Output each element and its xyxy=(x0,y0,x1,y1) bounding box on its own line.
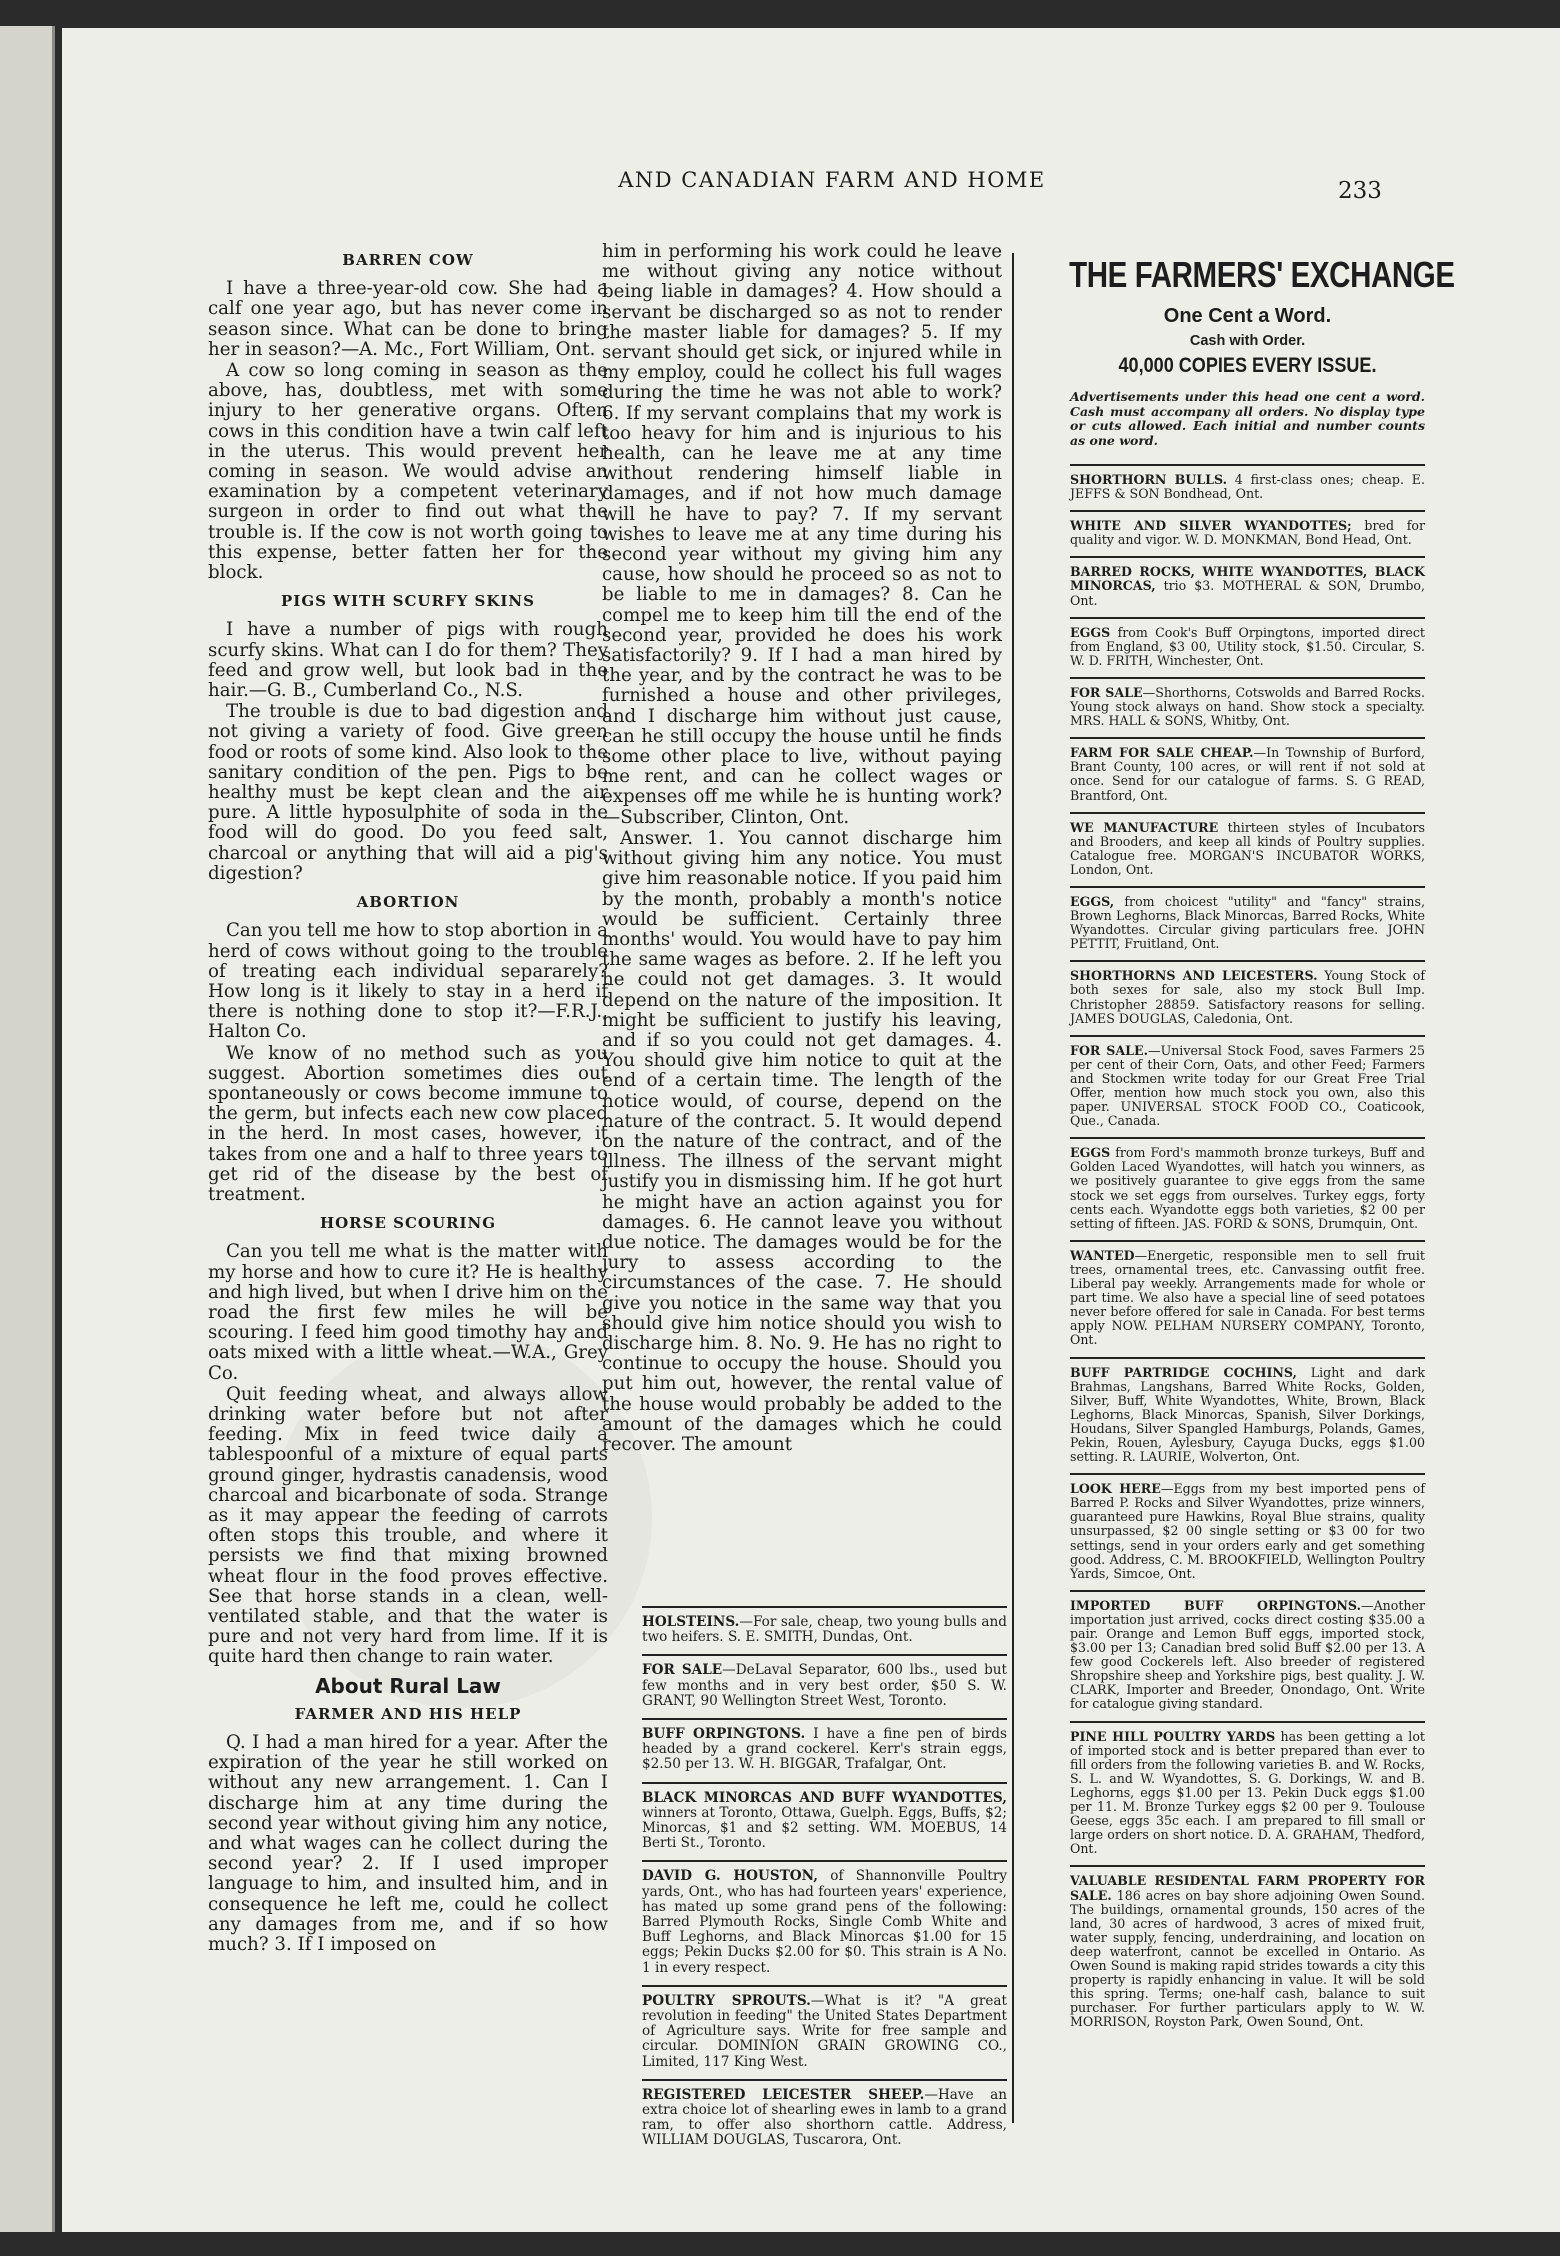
farmers-exchange-title: THE FARMERS' EXCHANGE xyxy=(1069,254,1455,295)
abortion-answer: We know of no method such as you suggest. Abortion sometimes dies out spontaneously or cows become immune to the germ, but infects each new cow placed in the herd. In most cases, however, it takes from one and a half to three years to get rid of the disease by the best of treatment. xyxy=(208,1042,608,1205)
exchange-ad: LOOK HERE—Eggs from my best imported pens of Barred P. Rocks and Silver Wyandottes, prize winners, guaranteed pure Hawkins, Royal Blue strains, quality unsurpassed, $2 00 single setting or $3 00 for two settings, send in your orders early and get something good. Address, C. M. BROOKFIELD, Wellington Poultry Yards, Simcoe, Ont. xyxy=(1070,1473,1425,1590)
horse-heading: HORSE SCOURING xyxy=(319,1214,497,1233)
horse-question: Can you tell me what is the matter with my horse and how to cure it? He is healthy and high lived, but when I drive him on the road the first few miles he will be scouring. I feed him good timothy hay and oats mixed with a little wheat.—W.A., Grey Co. xyxy=(208,1241,608,1384)
pigs-question: I have a number of pigs with rough scurfy skins. What can I do for them? They feed and grow well, but look bad in the hair.—G. B., Cumberland Co., N.S. xyxy=(208,619,608,702)
exchange-ad: WANTED—Energetic, responsible men to sell fruit trees, ornamental trees, etc. Canvassing outfit free. Liberal pay weekly. Arrangements made for whole or part time. We also have a special line of seed potatoes never before offered for sale in Canada. For best terms apply NOW. PELHAM NURSERY COMPANY, Toronto, Ont. xyxy=(1070,1240,1425,1357)
column-2 xyxy=(602,242,1002,1456)
rural-law-question: Q. I had a man hired for a year. After the expiration of the year he still worked on without any new arrangement. 1. Can I discharge him at any time during the second year without giving him any notice, and what wages can he collect during the second year? 2. If I used improper language to him, and insulted him, and in consequence he left me, could he collect any damages from me, and if so how much? 3. If I imposed on xyxy=(208,1732,608,1956)
farmers-exchange-column xyxy=(1069,253,1455,2038)
cash-line: Cash with Order. xyxy=(1189,333,1306,349)
exchange-ad: SHORTHORNS AND LEICESTERS. Young Stock of both sexes for sale, also my stock Bull Imp. Christopher 28859. Satisfactory reasons for selling. JAMES DOUGLAS, Caledonia, Ont. xyxy=(1070,960,1425,1034)
abortion-question: Can you tell me how to stop abortion in a herd of cows without going to the trouble of treating each individual separarely? How long is it likely to stay in a herd if there is nothing done to stop it?—F.R.J., Halton Co. xyxy=(208,920,608,1043)
exchange-ad: FOR SALE—Shorthorns, Cotswolds and Barred Rocks. Young stock always on hand. Show stock a specialty. MRS. HALL & SONS, Whitby, Ont. xyxy=(1070,677,1425,737)
page-number: 233 xyxy=(1338,178,1382,204)
exchange-ad: FARM FOR SALE CHEAP.—In Township of Burford, Brant County, 100 acres, or will rent if not sold at once. Send for our catalogue of farms. S. G READ, Brantford, Ont. xyxy=(1070,737,1425,811)
exchange-ad: VALUABLE RESIDENTAL FARM PROPERTY FOR SALE. 186 acres on bay shore adjoining Owen Sound. The buildings, ornamental grounds, 150 acres of the land, 30 acres of hardwood, 3 acres of mixed fruit, water supply, fencing, underdraining, and location on deep waterfront, cannot be excelled in Ontario. As Owen Sound is making rapid strides towards a city this property is rapidly enhancing in value. It will be sold this spring. Terms; one-half cash, balance to suit purchaser. For further particulars apply to W. W. MORRISON, Royston Park, Owen Sound, Ont. xyxy=(1070,1865,1425,2038)
horse-answer: Quit feeding wheat, and always allow drinking water before but not after feeding. Mix in feed twice daily a tablespoonful of a mixture of equal parts ground ginger, hydrastis canadensis, wood charcoal and bicarbonate of soda. Strange as it may appear the feeding of carrots often stops this trouble, and where it persists we find that mixing browned wheat flour in the food proves effective. See that horse stands in a clean, well-ventilated stable, and that the water is pure and not very hard from lime. If it is quite hard then change to rain water. xyxy=(208,1383,608,1668)
circulation-line: 40,000 COPIES EVERY ISSUE. xyxy=(1118,354,1377,377)
classified-ad: BUFF ORPINGTONS. I have a fine pen of birds headed by a grand cockerel. Kerr's strain eggs, $2.50 per 13. W. H. BIGGAR, Trafalgar, Ont. xyxy=(642,1718,1007,1782)
exchange-ad: WE MANUFACTURE thirteen styles of Incubators and Brooders, and keep all kinds of Poultry supplies. Catalogue free. MORGAN'S INCUBATOR WORKS, London, Ont. xyxy=(1070,812,1425,886)
classified-ad: BLACK MINORCAS AND BUFF WYANDOTTES, winners at Toronto, Ottawa, Guelph. Eggs, Buffs, $2; Minorcas, $1 and $2 setting. WM. MOEBUS, 14 Berti St., Toronto. xyxy=(642,1782,1007,1861)
column-1 xyxy=(208,242,608,1956)
barren-cow-heading: BARREN COW xyxy=(342,251,474,269)
rural-law-question-continued: him in performing his work could he leave me without giving any notice without being liable in damages? 4. How should a servant be discharged so as not to render the master liable for damages? 5. If my servant should get sick, or injured while in my employ, could he collect his full wages during the time he was not able to work? 6. If my servant complains that my work is too heavy for him and is injurious to his health, can he leave me at any time without rendering himself liable in damages, and if not how much damage will he have to pay? 7. If my servant wishes to leave me at any time during his second year without my giving him any cause, how should he proceed so as not to be liable to me in damages? 8. Can he compel me to keep him till the end of the second year, provided he does his work satisfactorily? 9. If I had a man hired by the year, and by the contract he was to be furnished a house and other privileges, and I discharge him without just cause, can he still occupy the house until he finds some other place to live, without paying me rent, and can he collect wages or expenses off me while he is hunting work?—Subscriber, Clinton, Ont. xyxy=(602,241,1002,828)
exchange-ad: FOR SALE.—Universal Stock Food, saves Farmers 25 per cent of their Corn, Oats, and other Feed; Farmers and Stockmen write today for our Great Free Trial Offer, mention how much stock you own, also this paper. UNIVERSAL STOCK FOOD CO., Coaticook, Que., Canada. xyxy=(1070,1035,1425,1138)
exchange-ad: BUFF PARTRIDGE COCHINS, Light and dark Brahmas, Langshans, Barred White Rocks, Golden, Silver, Buff, White Wyandottes, White, Brown, Black Leghorns, Black Minorcas, Spanish, Silver Dorkings, Houdans, Silver Spangled Hamburgs, Polands, Games, Pekin, Rouen, Aylesbury, Cayuga Ducks, eggs $1.00 setting. R. LAURIE, Wolverton, Ont. xyxy=(1070,1357,1425,1474)
rate-line: One Cent a Word. xyxy=(1163,305,1332,327)
exchange-ad: SHORTHORN BULLS. 4 first-class ones; cheap. E. JEFFS & SON Bondhead, Ont. xyxy=(1070,464,1425,510)
exchange-ad: PINE HILL POULTRY YARDS has been getting a lot of imported stock and is better prepared than ever to fill orders from the following varieties B. and W. Rocks, S. L. and W. Wyandottes, S. G. Dorkings, W. and B. Leghorns, eggs $1.00 per 13. Pekin Duck eggs $1.00 per 11. M. Bronze Turkey eggs $2 00 per 9. Toulouse Geese, eggs 35c each. I am prepared to fill small or large orders on short notice. D. A. GRAHAM, Thedford, Ont. xyxy=(1070,1721,1425,1866)
column-divider xyxy=(1012,253,1014,2123)
classified-ad: REGISTERED LEICESTER SHEEP.—Have an extra choice lot of shearling ewes in lamb to a grand ram, to offer also shorthorn cattle. Address, WILLIAM DOUGLAS, Tuscarora, Ont. xyxy=(642,2079,1007,2158)
exchange-ad: EGGS from Ford's mammoth bronze turkeys, Buff and Golden Laced Wyandottes, will hatch you winners, as we positively guarantee to give eggs from the same stock we set eggs from ourselves. Turkey eggs, forty cents each. Wyandotte eggs both varieties, $2 00 per setting of fifteen. JAS. FORD & SONS, Drumquin, Ont. xyxy=(1070,1137,1425,1240)
barren-cow-question: I have a three-year-old cow. She had a calf one year ago, but has never come in season since. What can be done to bring her in season?—A. Mc., Fort William, Ont. xyxy=(208,278,608,360)
advertising-terms: Advertisements under this head one cent a word. Cash must accompany all orders. No display type or cuts allowed. Each initial and number counts as one word. xyxy=(1070,389,1425,448)
pigs-answer: The trouble is due to bad digestion and not giving a variety of food. Give green food or roots of some kind. Also look to the sanitary condition of the pen. Pigs to be healthy must be kept clean and the air pure. A little hyposulphite of soda in the food will do good. Do you feed salt, charcoal or anything that will aid a pig's digestion? xyxy=(208,701,608,884)
exchange-ad: IMPORTED BUFF ORPINGTONS.—Another importation just arrived, cocks direct costing $35.00 a pair. Orange and Lemon Buff eggs, imported stock, $3.00 per 13; Canadian bred solid Buff $2.00 per 13. A few good Cockerels left. Also breeder of registered Shropshire sheep and Yorkshire pigs, best quality. J. W. CLARK, Importer and Breeder, Onondago, Ont. Write for catalogue giving standard. xyxy=(1070,1590,1425,1721)
exchange-ad: BARRED ROCKS, WHITE WYANDOTTES, BLACK MINORCAS, trio $3. MOTHERAL & SON, Drumbo, Ont. xyxy=(1070,556,1425,616)
exchange-ad: EGGS, from choicest "utility" and "fancy" strains, Brown Leghorns, Black Minorcas, Barred Rocks, White Wyandottes. Circular giving particulars free. JOHN PETTIT, Fruitland, Ont. xyxy=(1070,886,1425,960)
farmer-help-subheading: FARMER AND HIS HELP xyxy=(294,1704,522,1723)
magazine-page xyxy=(62,28,1560,2232)
classified-ad: POULTRY SPROUTS.—What is it? "A great revolution in feeding" the United States Department of Agriculture says. Write for free sample and circular. DOMINION GRAIN GROWING CO., Limited, 117 King West. xyxy=(642,1985,1007,2079)
classified-ads-column-2 xyxy=(642,1606,1007,2158)
exchange-ad: EGGS from Cook's Buff Orpingtons, imported direct from England, $3 00, Utility stock, $1.50. Circular, S. W. D. FRITH, Winchester, Ont. xyxy=(1070,617,1425,677)
abortion-heading: ABORTION xyxy=(356,893,460,912)
rural-law-heading: About Rural Law xyxy=(315,1673,501,1698)
rural-law-answer: Answer. 1. You cannot discharge him without giving him any notice. You must give him reasonable notice. If you paid him by the month, probably a month's notice would be sufficient. Certainly three months' would. You would have to pay him the same wages as before. 2. If he left you he could not get damages. 3. It would depend on the nature of the imposition. It might be sufficient to justify his leaving, and if so you could not get damages. 4. You should give him notice to quit at the end of a certain time. The length of the notice would, of course, depend on the nature of the contract. 5. It would depend on the nature of the contract, and of the illness. The illness of the servant might justify you in dismissing him. If he got hurt he might have an action against you for damages. 6. He cannot leave you without due notice. The damages would be for the jury to assess according to the circumstances of the case. 7. He should give you notice in the same way that you should give him notice should you wish to discharge him. 8. No. 9. He has no right to continue to occupy the house. Should you put him out, however, the rental value of the house would probably be added to the amount of the damages which he could recover. The amount xyxy=(602,827,1002,1455)
barren-cow-answer: A cow so long coming in season as the above, has, doubtless, met with some injury to her generative organs. Often cows in this condition have a twin calf left in the uterus. This would prevent her coming in season. We would advise an examination by a competent veterinary surgeon in order to find out what the trouble is. If the cow is not worth going to this expense, better fatten her for the block. xyxy=(208,360,608,584)
exchange-ad: WHITE AND SILVER WYANDOTTES; bred for quality and vigor. W. D. MONKMAN, Bond Head, Ont. xyxy=(1070,510,1425,556)
running-header: AND CANADIAN FARM AND HOME xyxy=(618,168,1046,192)
classified-ad: DAVID G. HOUSTON, of Shannonville Poultry yards, Ont., who has had fourteen years' experience, has mated up some grand pens of the following: Barred Plymouth Rocks, Single Comb White and Buff Leghorns, and Black Minorcas $1.00 for 15 eggs; Pekin Ducks $2.00 for $0. This strain is A No. 1 in every respect. xyxy=(642,1860,1007,1984)
classified-ad: HOLSTEINS.—For sale, cheap, two young bulls and two heifers. S. E. SMITH, Dundas, Ont. xyxy=(642,1606,1007,1654)
classified-ad: FOR SALE—DeLaval Separator, 600 lbs., used but few months and in very best order, $50 S. W. GRANT, 90 Wellington Street West, Toronto. xyxy=(642,1654,1007,1718)
adjacent-page-edge xyxy=(0,26,55,2232)
pigs-heading: PIGS WITH SCURFY SKINS xyxy=(281,592,535,611)
